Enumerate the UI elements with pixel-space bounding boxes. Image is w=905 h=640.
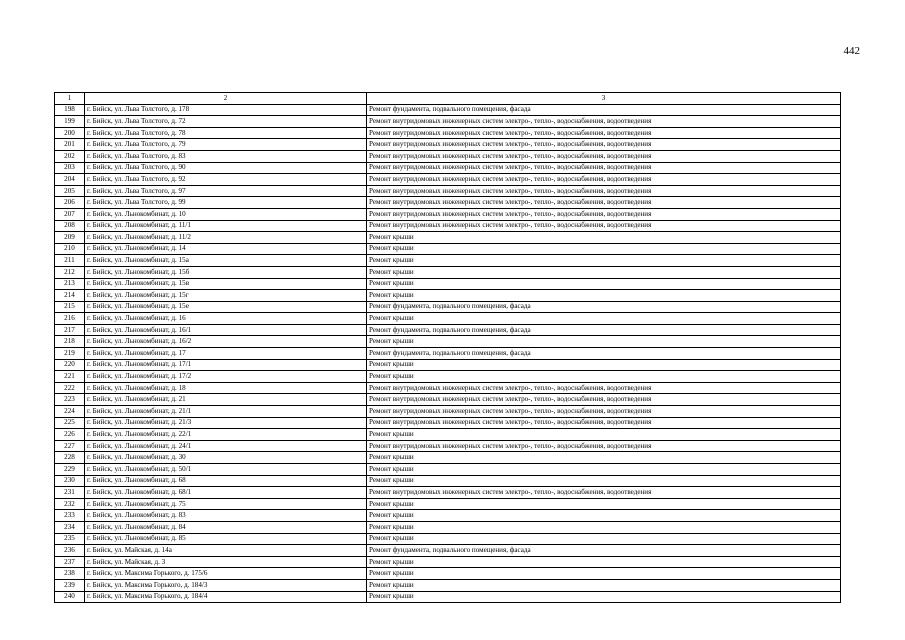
- table-row: [55, 429, 841, 441]
- table-row: [55, 452, 841, 464]
- table-row: [55, 208, 841, 220]
- register-table-body: [55, 93, 841, 603]
- row-address: г. Бийск, ул. Льва Толстого, д. 72: [85, 116, 367, 128]
- table-row: [55, 127, 841, 139]
- row-address: г. Бийск, ул. Льнокомбинат, д. 17/1: [85, 359, 367, 371]
- row-work-type: Ремонт крыши: [367, 266, 841, 278]
- row-number: 198: [55, 104, 85, 116]
- row-address: г. Бийск, ул. Льнокомбинат, д. 10: [85, 208, 367, 220]
- row-address: г. Бийск, ул. Льнокомбинат, д. 21/3: [85, 417, 367, 429]
- row-address: г. Бийск, ул. Льнокомбинат, д. 17/2: [85, 371, 367, 383]
- row-work-type: Ремонт внутридомовых инженерных систем электро-, тепло-, водоснабжения, водоотведения: [367, 185, 841, 197]
- row-address: г. Бийск, ул. Льнокомбинат, д. 24/1: [85, 440, 367, 452]
- row-work-type: Ремонт фундамента, подвального помещения, фасада: [367, 104, 841, 116]
- table-row: [55, 475, 841, 487]
- row-number: 209: [55, 232, 85, 244]
- table-row: [55, 556, 841, 568]
- row-number: 237: [55, 556, 85, 568]
- table-row: [55, 290, 841, 302]
- row-work-type: Ремонт крыши: [367, 452, 841, 464]
- table-row: [55, 185, 841, 197]
- row-work-type: Ремонт внутридомовых инженерных систем электро-, тепло-, водоснабжения, водоотведения: [367, 208, 841, 220]
- row-number: 202: [55, 150, 85, 162]
- row-work-type: Ремонт внутридомовых инженерных систем электро-, тепло-, водоснабжения, водоотведения: [367, 382, 841, 394]
- row-address: г. Бийск, ул. Льнокомбинат, д. 11/1: [85, 220, 367, 232]
- row-work-type: Ремонт внутридомовых инженерных систем электро-, тепло-, водоснабжения, водоотведения: [367, 487, 841, 499]
- row-work-type: Ремонт крыши: [367, 464, 841, 476]
- row-number: 228: [55, 452, 85, 464]
- row-number: 238: [55, 568, 85, 580]
- row-address: г. Бийск, ул. Льва Толстого, д. 83: [85, 150, 367, 162]
- row-address: г. Бийск, ул. Льнокомбинат, д. 17: [85, 348, 367, 360]
- row-work-type: Ремонт внутридомовых инженерных систем электро-, тепло-, водоснабжения, водоотведения: [367, 162, 841, 174]
- table-row: [55, 417, 841, 429]
- row-number: 217: [55, 324, 85, 336]
- row-address: г. Бийск, ул. Льнокомбинат, д. 22/1: [85, 429, 367, 441]
- row-address: г. Бийск, ул. Льва Толстого, д. 90: [85, 162, 367, 174]
- row-number: 207: [55, 208, 85, 220]
- row-address: г. Бийск, ул. Льва Толстого, д. 99: [85, 197, 367, 209]
- row-number: 222: [55, 382, 85, 394]
- row-work-type: Ремонт внутридомовых инженерных систем электро-, тепло-, водоснабжения, водоотведения: [367, 220, 841, 232]
- row-work-type: Ремонт фундамента, подвального помещения, фасада: [367, 301, 841, 313]
- table-row: [55, 220, 841, 232]
- row-work-type: Ремонт крыши: [367, 498, 841, 510]
- row-number: 233: [55, 510, 85, 522]
- row-work-type: Ремонт крыши: [367, 290, 841, 302]
- row-number: 225: [55, 417, 85, 429]
- row-work-type: Ремонт крыши: [367, 579, 841, 591]
- table-row: [55, 348, 841, 360]
- column-header-work-type: 3: [367, 93, 841, 105]
- table-row: [55, 150, 841, 162]
- row-address: г. Бийск, ул. Льнокомбинат, д. 68: [85, 475, 367, 487]
- page-number: 442: [843, 45, 860, 57]
- row-number: 221: [55, 371, 85, 383]
- row-number: 230: [55, 475, 85, 487]
- row-address: г. Бийск, ул. Льнокомбинат, д. 21: [85, 394, 367, 406]
- row-work-type: Ремонт крыши: [367, 429, 841, 441]
- table-row: [55, 382, 841, 394]
- row-address: г. Бийск, ул. Льнокомбинат, д. 15в: [85, 278, 367, 290]
- table-row: [55, 278, 841, 290]
- table-row: [55, 197, 841, 209]
- row-address: г. Бийск, ул. Льнокомбинат, д. 14: [85, 243, 367, 255]
- row-work-type: Ремонт внутридомовых инженерных систем электро-, тепло-, водоснабжения, водоотведения: [367, 417, 841, 429]
- row-number: 210: [55, 243, 85, 255]
- row-address: г. Бийск, ул. Льнокомбинат, д. 75: [85, 498, 367, 510]
- row-number: 199: [55, 116, 85, 128]
- table-row: [55, 301, 841, 313]
- row-work-type: Ремонт крыши: [367, 243, 841, 255]
- table-row: [55, 116, 841, 128]
- row-address: г. Бийск, ул. Максима Горького, д. 184/3: [85, 579, 367, 591]
- row-number: 224: [55, 406, 85, 418]
- row-address: г. Бийск, ул. Льнокомбинат, д. 15г: [85, 290, 367, 302]
- table-row: [55, 579, 841, 591]
- row-address: г. Бийск, ул. Льва Толстого, д. 97: [85, 185, 367, 197]
- row-address: г. Бийск, ул. Льнокомбинат, д. 11/2: [85, 232, 367, 244]
- row-work-type: Ремонт внутридомовых инженерных систем электро-, тепло-, водоснабжения, водоотведения: [367, 174, 841, 186]
- row-number: 211: [55, 255, 85, 267]
- row-address: г. Бийск, ул. Льва Толстого, д. 78: [85, 127, 367, 139]
- table-row: [55, 521, 841, 533]
- row-address: г. Бийск, ул. Льнокомбинат, д. 21/1: [85, 406, 367, 418]
- row-work-type: Ремонт внутридомовых инженерных систем электро-, тепло-, водоснабжения, водоотведения: [367, 406, 841, 418]
- row-number: 205: [55, 185, 85, 197]
- row-work-type: Ремонт фундамента, подвального помещения, фасада: [367, 324, 841, 336]
- row-work-type: Ремонт крыши: [367, 255, 841, 267]
- table-row: [55, 266, 841, 278]
- row-work-type: Ремонт крыши: [367, 336, 841, 348]
- row-address: г. Бийск, ул. Майская, д. 3: [85, 556, 367, 568]
- row-address: г. Бийск, ул. Льнокомбинат, д. 30: [85, 452, 367, 464]
- row-number: 206: [55, 197, 85, 209]
- row-address: г. Бийск, ул. Льнокомбинат, д. 16/1: [85, 324, 367, 336]
- row-number: 216: [55, 313, 85, 325]
- row-number: 208: [55, 220, 85, 232]
- row-number: 239: [55, 579, 85, 591]
- table-row: [55, 255, 841, 267]
- table-row: [55, 464, 841, 476]
- row-work-type: Ремонт внутридомовых инженерных систем электро-, тепло-, водоснабжения, водоотведения: [367, 150, 841, 162]
- table-row: [55, 394, 841, 406]
- row-work-type: Ремонт фундамента, подвального помещения, фасада: [367, 348, 841, 360]
- table-row: [55, 487, 841, 499]
- row-work-type: Ремонт фундамента, подвального помещения, фасада: [367, 545, 841, 557]
- table-row: [55, 498, 841, 510]
- row-work-type: Ремонт крыши: [367, 475, 841, 487]
- row-number: 200: [55, 127, 85, 139]
- row-number: 219: [55, 348, 85, 360]
- row-address: г. Бийск, ул. Льва Толстого, д. 178: [85, 104, 367, 116]
- row-work-type: Ремонт крыши: [367, 313, 841, 325]
- row-work-type: Ремонт крыши: [367, 278, 841, 290]
- table-row: [55, 243, 841, 255]
- row-work-type: Ремонт крыши: [367, 568, 841, 580]
- table-row: [55, 568, 841, 580]
- row-address: г. Бийск, ул. Льва Толстого, д. 92: [85, 174, 367, 186]
- row-number: 236: [55, 545, 85, 557]
- row-number: 235: [55, 533, 85, 545]
- table-row: [55, 139, 841, 151]
- row-address: г. Бийск, ул. Льнокомбинат, д. 83: [85, 510, 367, 522]
- row-address: г. Бийск, ул. Льнокомбинат, д. 15б: [85, 266, 367, 278]
- row-number: 231: [55, 487, 85, 499]
- row-address: г. Бийск, ул. Льнокомбинат, д. 16/2: [85, 336, 367, 348]
- row-work-type: Ремонт внутридомовых инженерных систем электро-, тепло-, водоснабжения, водоотведения: [367, 116, 841, 128]
- row-number: 218: [55, 336, 85, 348]
- row-work-type: Ремонт внутридомовых инженерных систем электро-, тепло-, водоснабжения, водоотведения: [367, 139, 841, 151]
- row-number: 212: [55, 266, 85, 278]
- row-number: 227: [55, 440, 85, 452]
- table-row: [55, 406, 841, 418]
- table-row: [55, 174, 841, 186]
- row-work-type: Ремонт крыши: [367, 371, 841, 383]
- table-row: [55, 371, 841, 383]
- column-header-number: 1: [55, 93, 85, 105]
- row-number: 229: [55, 464, 85, 476]
- row-work-type: Ремонт крыши: [367, 510, 841, 522]
- row-address: г. Бийск, ул. Льнокомбинат, д. 50/1: [85, 464, 367, 476]
- column-header-address: 2: [85, 93, 367, 105]
- row-number: 234: [55, 521, 85, 533]
- row-work-type: Ремонт крыши: [367, 533, 841, 545]
- row-address: г. Бийск, ул. Льва Толстого, д. 79: [85, 139, 367, 151]
- row-number: 232: [55, 498, 85, 510]
- table-row: [55, 545, 841, 557]
- row-address: г. Бийск, ул. Майская, д. 14а: [85, 545, 367, 557]
- row-number: 213: [55, 278, 85, 290]
- table-row: [55, 104, 841, 116]
- table-row: [55, 162, 841, 174]
- row-address: г. Бийск, ул. Льнокомбинат, д. 85: [85, 533, 367, 545]
- table-row: [55, 313, 841, 325]
- row-address: г. Бийск, ул. Максима Горького, д. 175/6: [85, 568, 367, 580]
- row-number: 214: [55, 290, 85, 302]
- table-row: [55, 591, 841, 603]
- row-number: 201: [55, 139, 85, 151]
- row-address: г. Бийск, ул. Максима Горького, д. 184/4: [85, 591, 367, 603]
- row-address: г. Бийск, ул. Льнокомбинат, д. 16: [85, 313, 367, 325]
- row-number: 226: [55, 429, 85, 441]
- row-address: г. Бийск, ул. Льнокомбинат, д. 15е: [85, 301, 367, 313]
- row-work-type: Ремонт крыши: [367, 556, 841, 568]
- row-number: 223: [55, 394, 85, 406]
- register-table: [54, 92, 841, 603]
- row-address: г. Бийск, ул. Льнокомбинат, д. 84: [85, 521, 367, 533]
- row-work-type: Ремонт крыши: [367, 521, 841, 533]
- table-row: [55, 324, 841, 336]
- table-row: [55, 440, 841, 452]
- table-header-row: [55, 93, 841, 105]
- row-number: 220: [55, 359, 85, 371]
- row-work-type: Ремонт внутридомовых инженерных систем электро-, тепло-, водоснабжения, водоотведения: [367, 197, 841, 209]
- row-work-type: Ремонт внутридомовых инженерных систем электро-, тепло-, водоснабжения, водоотведения: [367, 440, 841, 452]
- row-address: г. Бийск, ул. Льнокомбинат, д. 68/1: [85, 487, 367, 499]
- table-row: [55, 336, 841, 348]
- row-work-type: Ремонт внутридомовых инженерных систем электро-, тепло-, водоснабжения, водоотведения: [367, 127, 841, 139]
- row-work-type: Ремонт крыши: [367, 591, 841, 603]
- row-work-type: Ремонт крыши: [367, 232, 841, 244]
- row-number: 203: [55, 162, 85, 174]
- table-row: [55, 232, 841, 244]
- row-work-type: Ремонт крыши: [367, 359, 841, 371]
- row-number: 215: [55, 301, 85, 313]
- table-row: [55, 533, 841, 545]
- table-row: [55, 359, 841, 371]
- row-address: г. Бийск, ул. Льнокомбинат, д. 15а: [85, 255, 367, 267]
- row-work-type: Ремонт внутридомовых инженерных систем электро-, тепло-, водоснабжения, водоотведения: [367, 394, 841, 406]
- row-address: г. Бийск, ул. Льнокомбинат, д. 18: [85, 382, 367, 394]
- table-row: [55, 510, 841, 522]
- row-number: 240: [55, 591, 85, 603]
- row-number: 204: [55, 174, 85, 186]
